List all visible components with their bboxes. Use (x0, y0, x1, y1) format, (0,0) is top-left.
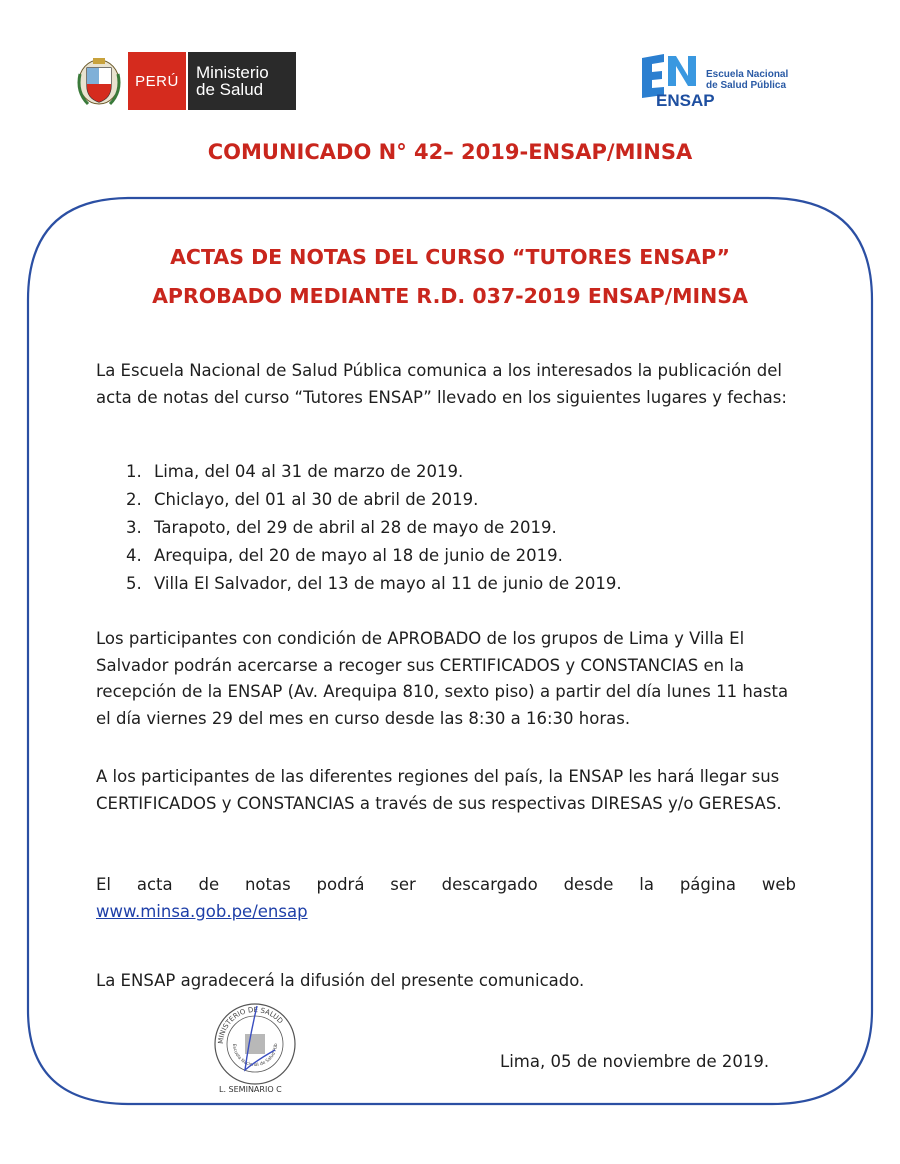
list-item (126, 458, 622, 486)
seal-ring-text: MINISTERIO DE SALUD (216, 1005, 285, 1045)
list-item-text: Arequipa, del 20 de mayo al 18 de junio de 2019. (154, 546, 563, 565)
list-item-text: Lima, del 04 al 31 de marzo de 2019. (154, 462, 464, 481)
ensap-logo (638, 52, 788, 108)
paragraph-regiones: A los participantes de las diferentes regiones del país, la ENSAP les hará llegar sus CERTIFICADOS y CONSTANCIAS a través de sus respectivas DIRESAS y/o GERESAS. (96, 767, 782, 813)
ministerio-line1: Ministerio (196, 63, 269, 82)
ensap-website-link[interactable]: www.minsa.gob.pe/ensap (96, 901, 308, 921)
list-item (126, 542, 622, 570)
comunicado-title: COMUNICADO N° 42– 2019-ENSAP/MINSA (207, 140, 693, 164)
peru-coat-of-arms-icon (76, 52, 122, 108)
seal-signer: L. SEMINARIO C (219, 1085, 282, 1094)
paragraph-intro: La Escuela Nacional de Salud Pública comunica a los interesados la publicación del acta de notas del curso “Tutores ENSAP” llevado en los siguientes lugares y fechas: (96, 361, 787, 407)
date-line: Lima, 05 de noviembre de 2019. (500, 1052, 770, 1071)
seal-inner-text: Escuela Nacional de Salud Púb (230, 1043, 280, 1069)
list-item (126, 486, 622, 514)
official-seal-stamp (205, 1000, 305, 1096)
list-item-number: 1. (126, 462, 142, 481)
paragraph-agradecimiento: La ENSAP agradecerá la difusión del presente comunicado. (96, 971, 585, 990)
paragraph-descarga (96, 872, 796, 925)
locations-list (126, 458, 622, 598)
ministerio-line2: de Salud (196, 80, 264, 99)
ensap-name (706, 69, 788, 91)
list-item-text: Chiclayo, del 01 al 30 de abril de 2019. (154, 490, 479, 509)
minsa-logo (76, 52, 296, 110)
peru-label: PERÚ (128, 52, 186, 110)
list-item-text: Villa El Salvador, del 13 de mayo al 11 de junio de 2019. (154, 574, 622, 593)
list-item (126, 514, 622, 542)
list-item-number: 2. (126, 490, 142, 509)
ensap-logo-mark-icon (638, 52, 715, 110)
list-item-number: 3. (126, 518, 142, 537)
list-item-text: Tarapoto, del 29 de abril al 28 de mayo de 2019. (154, 518, 557, 537)
subtitle-line2: APROBADO MEDIANTE R.D. 037-2019 ENSAP/MINSA (152, 284, 748, 308)
paragraph-aprobados: Los participantes con condición de APROBADO de los grupos de Lima y Villa El Salvador podrán acercarse a recoger sus CERTIFICADOS y CONSTANCIAS en la recepción de la ENSAP (Av. Arequipa 810, sexto piso) a partir del día lunes 11 hasta el día viernes 29 del mes en curso desde las 8:30 a 16:30 horas. (96, 629, 789, 728)
list-item-number: 5. (126, 574, 142, 593)
list-item (126, 570, 622, 598)
subtitle-line1: ACTAS DE NOTAS DEL CURSO “TUTORES ENSAP” (170, 245, 730, 269)
list-item-number: 4. (126, 546, 142, 565)
ensap-logo-text: ENSAP (656, 91, 715, 110)
ministerio-label (186, 52, 296, 110)
subtitle (0, 238, 900, 316)
ensap-name-line2: de Salud Pública (706, 80, 787, 91)
paragraph-descarga-text: El acta de notas podrá ser descargado desde la página web (96, 875, 796, 894)
ensap-name-line1: Escuela Nacional (706, 69, 789, 80)
